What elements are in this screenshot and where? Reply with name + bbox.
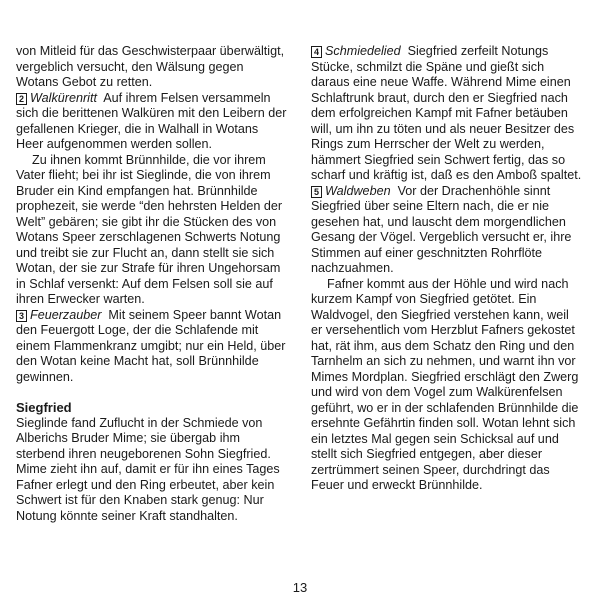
track-number-4: 4 [311,46,322,58]
section-text: Mit seinem Speer bannt Wotan den Feuergott Loge, der die Schlafende mit einem Flammenkranz umgibt; nur ein Held, über den Wotan keine Macht hat, soll Brünnhilde gewinnen. [16,307,286,384]
page-number: 13 [292,580,308,595]
left-column [16,44,288,524]
track-number-2: 2 [16,93,27,105]
siegfried-paragraph: Sieglinde fand Zuflucht in der Schmiede von Alberichs Bruder Mime; sie übergab ihm sterbend ihren neugeborenen Sohn Siegfried. Mime zieht ihn auf, damit er für ihn eines Tages Fafner erlegt und den Ring erbeutet, aber kein Schwert ist für den Knaben stark genug: Nur Notung könnte seiner Kraft standhalten. [16,415,280,523]
section-title: Waldweben [325,183,391,198]
bruennhilde-paragraph: Zu ihnen kommt Brünnhilde, die vor ihrem Vater flieht; bei ihr ist Sieglinde, die von ihrem Bruder ein Kind empfangen hat. Brünnhilde prophezeit, sie werde “den hehrsten Helden der Welt” gebären; sie gibt ihr die Stücken des von Wotans Speer zerschlagenen Schwerts Notung und treibt sie zur Flucht an, dann stellt sie sich Wotan, der sie zur Strafe für ihren Ungehorsam in Schlaf versenkt: Auf dem Felsen soll sie auf ihren Erwecker warten. [16,152,283,306]
section-title: Schmiedelied [325,44,401,58]
section-title: Walkürenritt [30,90,97,105]
track-number-3: 3 [16,310,27,322]
section-text: Auf ihrem Felsen versammeln sich die berittenen Walküren mit den Leibern der gefallenen Krieger, die in Walhall in Wotans Heer aufgenommen werden sollen. [16,90,287,151]
section-walkuerenritt [16,91,288,153]
section-text: Siegfried zerfeilt Notungs Stücke, schmilzt die Späne und gießt sich daraus eine neue Waffe. Während Mime einen Schlaftrunk braut, durch den er Siegfried nach dem erfolgreichen Kampf mit Fafner betäuben will, um ihn zu töten und als neuer Besitzer des Rings zum Herrscher der Welt zu werden, hämmert Siegfried sein Schwert fertig, das so scharf und kräftig ist, daß es den Amboß spaltet. [311,44,582,182]
siegfried-heading: Siegfried [16,400,72,415]
section-feuerzauber [16,308,288,386]
section-waldweben [311,184,583,277]
intro-paragraph: von Mitleid für das Geschwisterpaar überwältigt, vergeblich versucht, den Wälsung gegen Wotans Gebot zu retten. [16,44,285,89]
section-schmiedelied [311,44,583,184]
section-title: Feuerzauber [30,307,102,322]
track-number-5: 5 [311,186,322,198]
fafner-paragraph: Fafner kommt aus der Höhle und wird nach kurzem Kampf von Siegfried getötet. Ein Waldvogel, den Siegfried verstehen kann, weil er versehentlich vom Herzblut Fafners gekostet hat, rät ihm, aus dem Schatz den Ring und den Tarnhelm an sich zu nehmen, und warnt ihn vor Mimes Mordplan. Siegfried erschlägt den Zwerg und wird von dem Vogel zum Walkürenfelsen geführt, wo er in der schlafenden Brünnhilde die ersehnte Gefährtin finden soll. Wotan lehnt sich ein letztes Mal gegen sein Schicksal auf und stellt sich Siegfried entgegen, aber dieser zertrümmert seinen Speer, durchdringt das Feuer und erweckt Brünnhilde. [311,276,579,492]
section-text: Vor der Drachenhöhle sinnt Siegfried über seine Eltern nach, die er nie gesehen hat, und lauscht dem morgendlichen Gesang der Vögel. Vergeblich versucht er, ihre Stimmen auf einer geschnitzten Rohrflöte nachzuahmen. [311,183,572,275]
right-column [311,44,583,494]
